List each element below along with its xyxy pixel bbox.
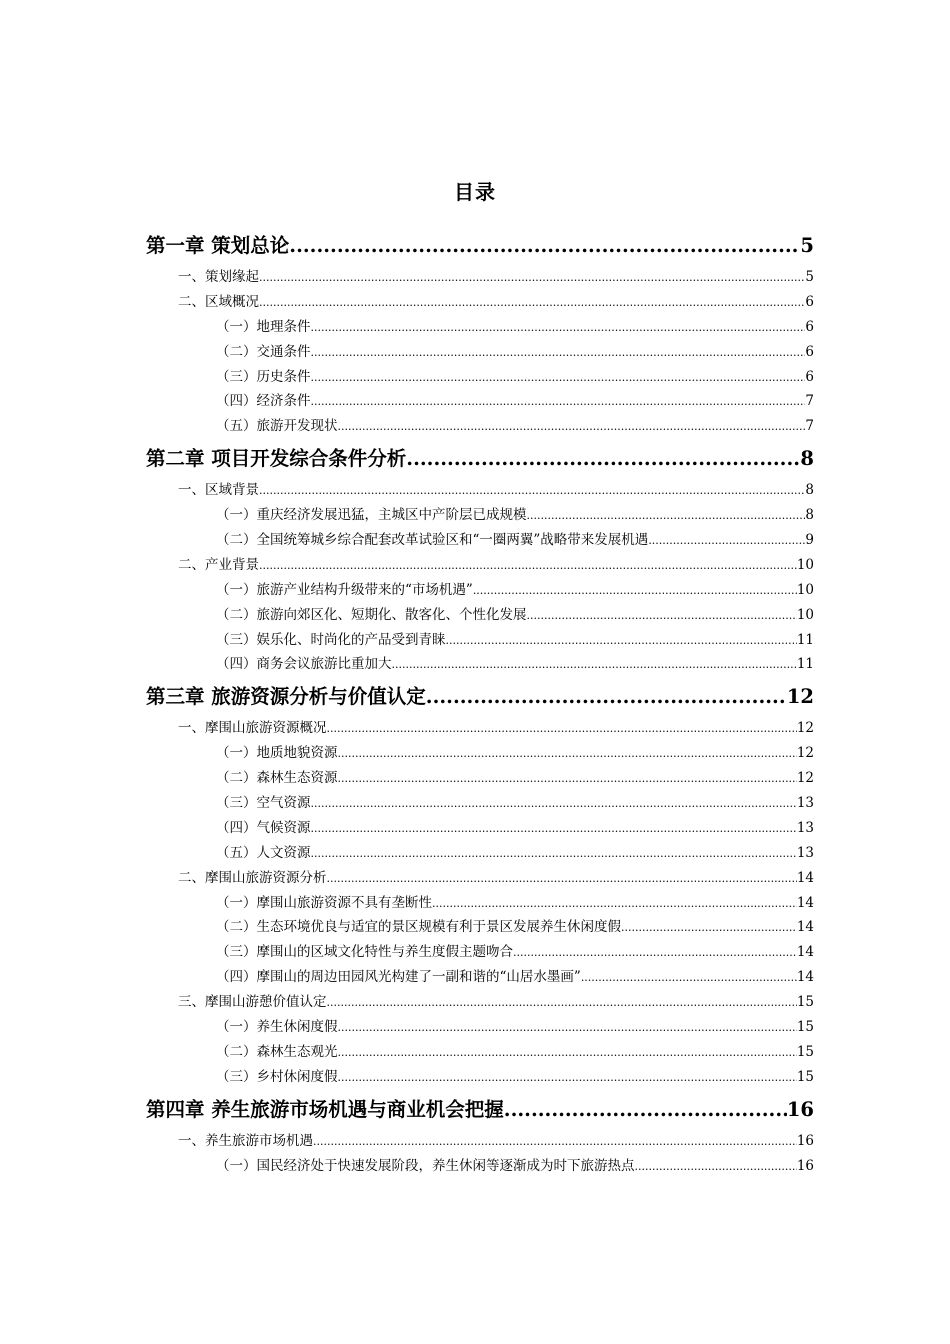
toc-chapter-entry-label: 第二章 项目开发综合条件分析 [146,447,407,471]
toc-chapter-entry-page-number: 12 [786,685,814,709]
toc-subsection-entry[interactable] [146,389,814,414]
toc-subsection-entry[interactable] [146,965,814,990]
toc-section-entry-label: 一、策划缘起 [178,269,259,285]
toc-subsection-entry-label: （四）摩围山的周边田园风光构建了一副和谐的“山居水墨画” [216,969,581,986]
dot-leader [648,529,805,553]
toc-subsection-entry[interactable] [146,791,814,816]
toc-section-entry-label: 一、区域背景 [178,482,259,499]
toc-subsection-entry[interactable] [146,315,814,340]
toc-subsection-entry-label: （一）国民经济处于快速发展阶段，养生休闲等逐渐成为时下旅游热点 [216,1157,635,1174]
dot-leader [473,579,797,603]
dot-leader [621,916,797,940]
toc-title: 目录 [454,180,496,204]
toc-subsection-entry-page-number: 16 [796,1157,814,1174]
toc-section-entry[interactable] [146,990,814,1015]
toc-subsection-entry[interactable] [146,940,814,965]
toc-section-entry-page-number: 8 [805,482,814,499]
toc-chapter-entry[interactable] [146,442,814,475]
dot-leader [327,991,797,1015]
dot-leader [338,1066,797,1090]
toc-subsection-entry-label: （一）地理条件 [216,318,311,335]
toc-subsection-entry-label: （二）旅游向郊区化、短期化、散客化、个性化发展 [216,606,527,623]
toc-subsection-entry[interactable] [146,365,814,390]
toc-section-entry[interactable] [146,716,814,741]
toc-chapter-entry[interactable] [146,229,814,262]
toc-subsection-entry-page-number: 13 [796,819,814,836]
toc-subsection-entry[interactable] [146,414,814,439]
toc-subsection-entry[interactable] [146,503,814,528]
toc-section-entry-label: 一、养生旅游市场机遇 [178,1132,313,1149]
toc-subsection-entry[interactable] [146,891,814,916]
toc-subsection-entry-page-number: 12 [796,770,814,787]
toc-chapter-entry-page-number: 5 [800,234,814,257]
dot-leader [311,792,797,816]
toc-section-entry[interactable] [146,553,814,578]
dot-leader [311,842,797,866]
toc-section-entry-label: 二、摩围山旅游资源分析 [178,869,327,886]
dot-leader [426,680,787,713]
dot-leader [338,415,806,439]
toc-section-entry-label: 二、区域概况 [178,293,259,310]
toc-subsection-entry-label: （一）重庆经济发展迅猛，主城区中产阶层已成规模 [216,507,527,524]
toc-section-entry-page-number: 14 [796,869,814,886]
toc-subsection-entry-label: （五）人文资源 [216,844,311,861]
dot-leader [259,291,805,315]
toc-subsection-entry-page-number: 10 [796,606,814,623]
toc-subsection-entry-label: （二）全国统筹城乡综合配套改革试验区和“一圈两翼”战略带来发展机遇 [216,532,649,549]
toc-subsection-entry-label: （一）旅游产业结构升级带来的“市场机遇” [216,581,473,598]
toc-chapter-entry[interactable] [146,1093,814,1126]
toc-subsection-entry[interactable] [146,1040,814,1065]
toc-subsection-entry-page-number: 14 [796,919,814,936]
toc-subsection-entry-label: （二）生态环境优良与适宜的景区规模有利于景区发展养生休闲度假 [216,919,621,936]
toc-subsection-entry-label: （二）交通条件 [216,343,311,360]
toc-subsection-entry-page-number: 6 [805,368,814,385]
toc-section-entry-label: 一、摩围山旅游资源概况 [178,720,327,737]
toc-subsection-entry-page-number: 7 [805,418,814,435]
toc-subsection-entry[interactable] [146,652,814,677]
toc-subsection-entry-label: （三）历史条件 [216,368,311,385]
dot-leader [392,653,797,677]
toc-subsection-entry-page-number: 6 [805,343,814,360]
toc-section-entry[interactable] [146,265,814,290]
dot-leader [338,1041,797,1065]
toc-chapter-entry-label: 第三章 旅游资源分析与价值认定 [146,685,426,709]
dot-leader [527,504,806,528]
toc-section-entry-page-number: 15 [796,994,814,1011]
dot-leader [338,767,797,791]
toc-subsection-entry-label: （二）森林生态资源 [216,770,338,787]
dot-leader [313,1130,797,1154]
toc-subsection-entry[interactable] [146,915,814,940]
toc-subsection-entry[interactable] [146,603,814,628]
toc-subsection-entry-label: （三）摩围山的区域文化特性与养生度假主题吻合 [216,944,513,961]
toc-subsection-entry-page-number: 13 [796,844,814,861]
dot-leader [406,442,800,475]
toc-subsection-entry[interactable] [146,841,814,866]
toc-chapter-entry-label: 第四章 养生旅游市场机遇与商业机会把握 [146,1097,504,1121]
toc-subsection-entry-page-number: 15 [796,1019,814,1036]
toc-chapter-entry-page-number: 8 [800,447,814,471]
toc-subsection-entry[interactable] [146,1015,814,1040]
toc-subsection-entry-label: （三）娱乐化、时尚化的产品受到青睐 [216,631,446,648]
toc-subsection-entry-page-number: 15 [796,1068,814,1085]
toc-subsection-entry-page-number: 8 [805,507,814,524]
toc-subsection-entry-label: （一）地质地貌资源 [216,745,338,762]
dot-leader [513,941,797,965]
toc-subsection-entry-page-number: 10 [796,581,814,598]
dot-leader [338,742,797,766]
toc-section-entry-page-number: 12 [796,720,814,737]
dot-leader [581,966,797,990]
dot-leader [311,316,806,340]
toc-section-entry-page-number: 5 [805,269,814,285]
toc-chapter-entry-page-number: 16 [786,1097,814,1121]
toc-subsection-entry-label: （四）商务会议旅游比重加大 [216,656,392,673]
dot-leader [289,229,800,262]
toc-subsection-entry-page-number: 6 [805,318,814,335]
toc-subsection-entry-page-number: 14 [796,894,814,911]
toc-subsection-entry[interactable] [146,816,814,841]
dot-leader [338,1016,797,1040]
toc-subsection-entry-page-number: 13 [796,795,814,812]
dot-leader [311,366,806,390]
dot-leader [259,554,797,578]
toc-subsection-entry-page-number: 14 [796,969,814,986]
dot-leader [327,867,797,891]
toc-subsection-entry[interactable] [146,741,814,766]
toc-subsection-entry-page-number: 7 [805,393,814,410]
toc-subsection-entry-page-number: 11 [796,631,814,648]
toc-section-entry-page-number: 6 [805,293,814,310]
toc-section-entry[interactable] [146,1129,814,1154]
dot-leader [311,341,806,365]
toc-chapter-entry-label: 第一章 策划总论 [146,234,290,257]
toc-section-entry-label: 三、摩围山游憩价值认定 [178,994,327,1011]
toc-subsection-entry[interactable] [146,628,814,653]
dot-leader [327,717,797,741]
toc-section-entry-page-number: 10 [796,556,814,573]
dot-leader [259,266,805,290]
toc-subsection-entry-label: （一）摩围山旅游资源不具有垄断性 [216,894,432,911]
toc-subsection-entry-label: （二）森林生态观光 [216,1043,338,1060]
dot-leader [504,1093,787,1126]
toc-subsection-entry[interactable] [146,1154,814,1179]
toc-subsection-entry[interactable] [146,528,814,553]
toc-section-entry[interactable] [146,290,814,315]
toc-subsection-entry-label: （三）空气资源 [216,795,311,812]
dot-leader [432,892,797,916]
dot-leader [527,604,797,628]
toc-subsection-entry-label: （一）养生休闲度假 [216,1019,338,1036]
toc-subsection-entry-label: （三）乡村休闲度假 [216,1068,338,1085]
dot-leader [446,629,797,653]
table-of-contents [146,226,814,1179]
dot-leader [259,479,805,503]
toc-chapter-entry[interactable] [146,680,814,713]
toc-subsection-entry-page-number: 11 [796,656,814,673]
toc-section-entry[interactable] [146,478,814,503]
toc-subsection-entry-page-number: 9 [805,532,814,549]
toc-subsection-entry[interactable] [146,1065,814,1090]
toc-subsection-entry-page-number: 15 [796,1043,814,1060]
dot-leader [311,390,806,414]
toc-subsection-entry-page-number: 14 [796,944,814,961]
toc-subsection-entry-label: （五）旅游开发现状 [216,418,338,435]
toc-subsection-entry-label: （四）经济条件 [216,393,311,410]
dot-leader [311,817,797,841]
toc-section-entry-label: 二、产业背景 [178,556,259,573]
toc-section-entry-page-number: 16 [796,1132,814,1149]
toc-subsection-entry-label: （四）气候资源 [216,819,311,836]
toc-subsection-entry-page-number: 12 [796,745,814,762]
toc-section-entry[interactable] [146,866,814,891]
dot-leader [635,1155,797,1179]
toc-subsection-entry[interactable] [146,340,814,365]
toc-subsection-entry[interactable] [146,578,814,603]
toc-subsection-entry[interactable] [146,766,814,791]
